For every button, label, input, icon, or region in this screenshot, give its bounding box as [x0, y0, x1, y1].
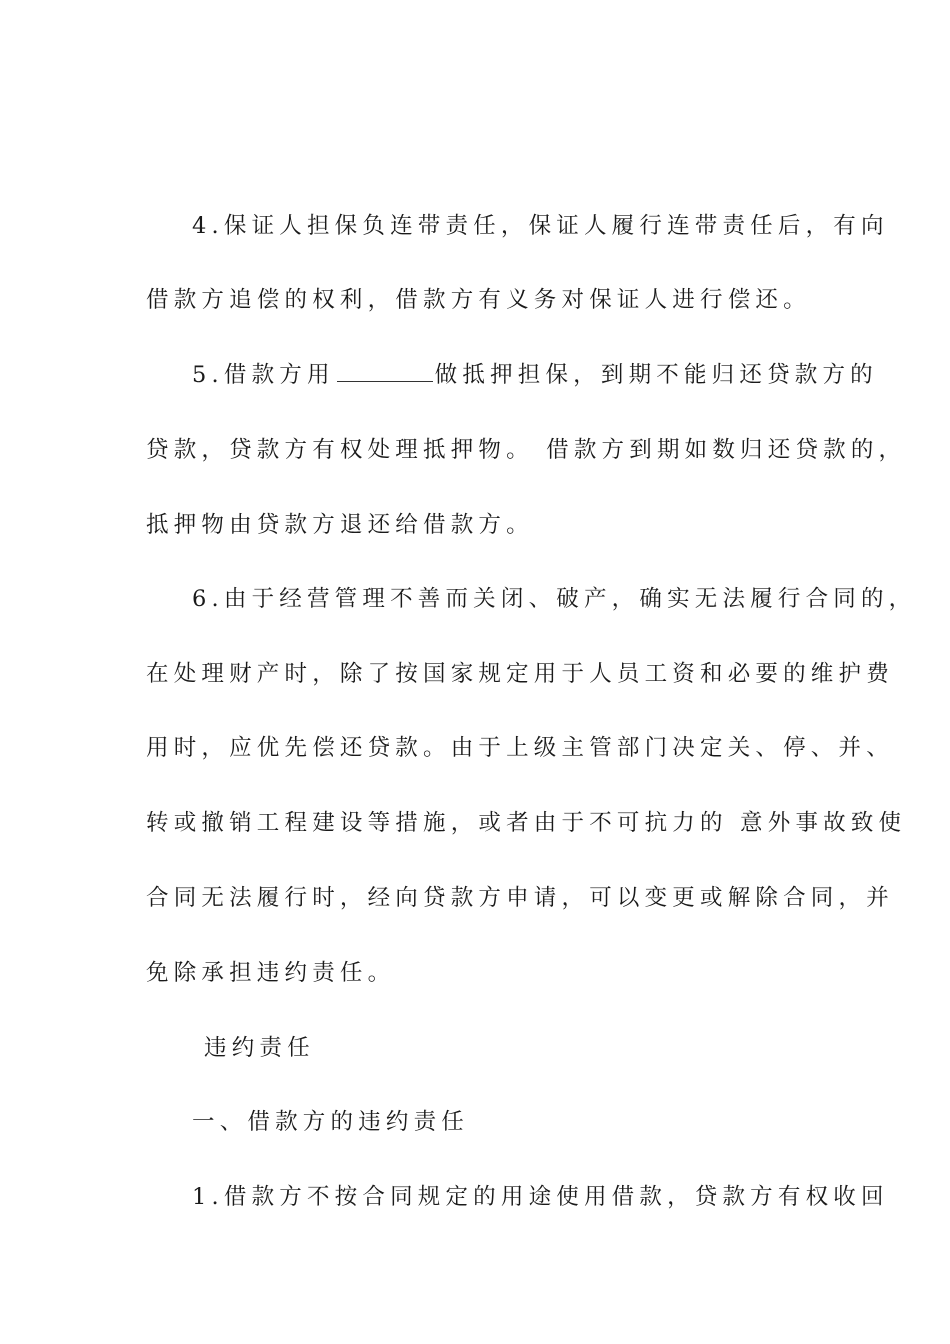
clause-6-line-3: 用时，应优先偿还贷款。由于上级主管部门决定关、停、并、: [146, 735, 894, 761]
clause-5-line-2: 贷款，贷款方有权处理抵押物。 借款方到期如数归还贷款的，: [146, 437, 907, 463]
clause-6-line-4: 转或撤销工程建设等措施，或者由于不可抗力的 意外事故致使: [146, 810, 907, 836]
clause-6-line-6: 免除承担违约责任。: [146, 960, 396, 986]
clause-6-line-2: 在处理财产时，除了按国家规定用于人员工资和必要的维护费: [146, 661, 894, 687]
clause-4-line-1: 4.保证人担保负连带责任，保证人履行连带责任后，有向: [192, 213, 889, 239]
clause-5-line-1-after: 做抵押担保，到期不能归还贷款方的: [434, 362, 878, 388]
clause-4-line-2: 借款方追偿的权利，借款方有义务对保证人进行偿还。: [146, 287, 811, 313]
subsection-heading: 一、借款方的违约责任: [192, 1109, 470, 1135]
collateral-blank: [337, 361, 433, 382]
clause-6-line-1: 6.由于经营管理不善而关闭、破产，确实无法履行合同的，: [192, 586, 917, 612]
item-1-line-1: 1.借款方不按合同规定的用途使用借款，贷款方有权收回: [192, 1184, 889, 1210]
clause-5-line-1: [192, 360, 878, 390]
clause-5-line-1-before: 5.借款方用: [192, 362, 335, 388]
clause-6-line-5: 合同无法履行时，经向贷款方申请，可以变更或解除合同，并: [146, 885, 894, 911]
section-heading: 违约责任: [204, 1035, 315, 1061]
clause-5-line-3: 抵押物由贷款方退还给借款方。: [146, 512, 534, 538]
